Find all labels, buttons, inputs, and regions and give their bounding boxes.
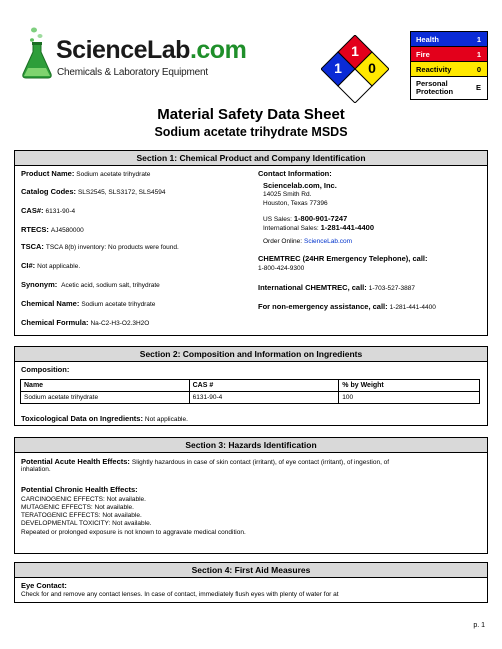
table-cell: Sodium acetate trihydrate	[21, 392, 190, 404]
section-1	[14, 150, 488, 336]
hmis-label	[410, 31, 488, 100]
order-online: Order Online: ScienceLab.com	[263, 238, 353, 245]
international-sales: International Sales: 1-281-441-4400	[263, 223, 374, 232]
international-chemtrec: International CHEMTREC, call: 1-703-527-3887	[258, 283, 415, 292]
nfpa-flammability: 1	[351, 43, 359, 59]
section-2-heading: Section 2: Composition and Information on Ingredients	[15, 347, 487, 362]
eye-contact-label: Eye Contact:	[21, 581, 67, 590]
table-row	[21, 392, 480, 404]
flask-icon	[22, 24, 56, 80]
chemtrec-label: CHEMTREC (24HR Emergency Telephone), call:	[258, 254, 428, 263]
mutagenic-effects: MUTAGENIC EFFECTS: Not available.	[21, 504, 134, 511]
repeated-exposure-note: Repeated or prolonged exposure is not known to aggravate medical condition.	[21, 529, 246, 536]
chemical-name: Chemical Name: Sodium acetate trihydrate	[21, 299, 156, 308]
nfpa-diamond	[321, 35, 389, 103]
product-name: Product Name: Sodium acetate trihydrate	[21, 169, 151, 178]
teratogenic-effects: TERATOGENIC EFFECTS: Not available.	[21, 512, 142, 519]
address-line-1: 14025 Smith Rd.	[263, 191, 312, 198]
hmis-fire-row: Fire 1	[411, 47, 487, 62]
document-title: Material Safety Data Sheet	[157, 106, 345, 123]
eye-contact-text: Check for and remove any contact lenses. In case of contact, immediately flush eyes with plenty of water for at	[21, 591, 339, 598]
logo-wordmark: ScienceLab.com	[56, 36, 247, 64]
nfpa-health: 1	[334, 60, 342, 76]
section-4	[14, 562, 488, 603]
hmis-health-row: Health 1	[411, 32, 487, 47]
section-4-heading: Section 4: First Aid Measures	[15, 563, 487, 578]
document-subtitle: Sodium acetate trihydrate MSDS	[154, 125, 348, 139]
developmental-toxicity: DEVELOPMENTAL TOXICITY: Not available.	[21, 520, 152, 527]
composition-label: Composition:	[21, 365, 70, 374]
carcinogenic-effects: CARCINOGENIC EFFECTS: Not available.	[21, 496, 146, 503]
hmis-protection-row: Personal Protection E	[411, 77, 487, 99]
hmis-reactivity-row: Reactivity 0	[411, 62, 487, 77]
column-header: CAS #	[189, 380, 339, 392]
section-3	[14, 437, 488, 554]
tsca: TSCA: TSCA 8(b) inventory: No products were found.	[21, 242, 179, 251]
acute-health-effects: Potential Acute Health Effects: Slightly hazardous in case of skin contact (irritant), of eye contact (irritant), of ingestion, of	[21, 457, 390, 466]
table-header-row	[21, 380, 480, 392]
non-emergency: For non-emergency assistance, call: 1-281-441-4400	[258, 302, 436, 311]
chemtrec-phone: 1-800-424-9300	[258, 265, 305, 272]
chemical-formula: Chemical Formula: Na-C2-H3-O2.3H2O	[21, 318, 150, 327]
column-header: Name	[21, 380, 190, 392]
us-sales: US Sales: 1-800-901-7247	[263, 214, 348, 223]
toxicological-data: Toxicological Data on Ingredients: Not applicable.	[21, 414, 188, 423]
address-line-2: Houston, Texas 77396	[263, 200, 328, 207]
table-cell: 100	[339, 392, 480, 404]
contact-info-label: Contact Information:	[258, 169, 332, 178]
synonym: Synonym: Acetic acid, sodium salt, trihydrate	[21, 280, 160, 289]
logo-tagline: Chemicals & Laboratory Equipment	[57, 67, 208, 78]
composition-table	[20, 379, 480, 404]
table-cell: 6131-90-4	[189, 392, 339, 404]
cas-number: CAS#: 6131-90-4	[21, 206, 76, 215]
acute-health-effects-cont: inhalation.	[21, 466, 51, 473]
catalog-codes: Catalog Codes: SLS2545, SLS3172, SLS4594	[21, 187, 166, 196]
chronic-health-effects-label: Potential Chronic Health Effects:	[21, 485, 138, 494]
company-name: Sciencelab.com, Inc.	[263, 181, 337, 190]
sciencelab-logo	[22, 24, 247, 80]
rtecs: RTECS: AJ4580000	[21, 225, 84, 234]
section-3-heading: Section 3: Hazards Identification	[15, 438, 487, 453]
section-1-heading: Section 1: Chemical Product and Company Identification	[15, 151, 487, 166]
page-number: p. 1	[473, 622, 485, 629]
ci-number: CI#: Not applicable.	[21, 261, 81, 270]
section-2	[14, 346, 488, 426]
column-header: % by Weight	[339, 380, 480, 392]
sciencelab-link[interactable]: ScienceLab.com	[303, 238, 353, 245]
nfpa-reactivity: 0	[368, 60, 376, 76]
